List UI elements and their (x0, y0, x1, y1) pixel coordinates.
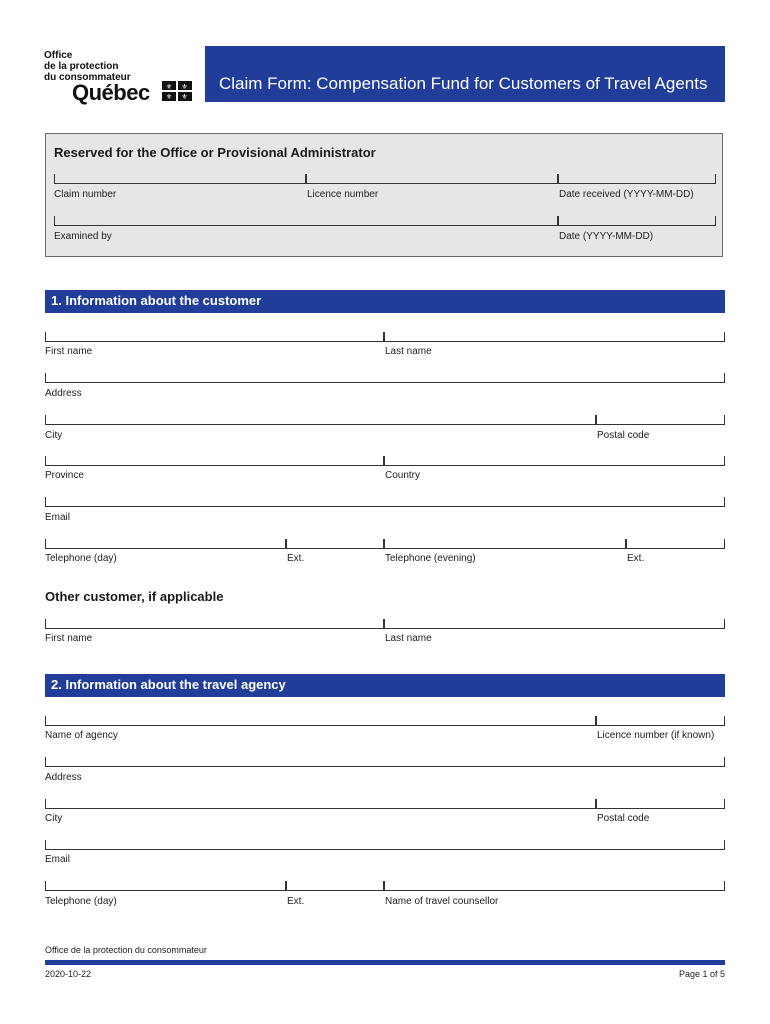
agency-tel-day-label: Telephone (day) (45, 896, 117, 907)
quebec-flag-icon (162, 81, 192, 101)
agency-city-label: City (45, 813, 63, 824)
counsellor-label: Name of travel counsellor (385, 896, 499, 907)
section-2-title: 2. Information about the travel agency (51, 677, 286, 692)
other-first-name-label: First name (45, 633, 93, 644)
other-last-name-field[interactable] (384, 619, 725, 629)
address-label: Address (45, 388, 82, 399)
email-label: Email (45, 512, 71, 523)
date-received-field[interactable] (558, 174, 716, 184)
page-number: Page 1 of 5 (678, 969, 725, 979)
section-2-bar (45, 674, 725, 697)
ext-1-label: Ext. (287, 553, 305, 564)
footer-date: 2020-10-22 (45, 969, 92, 979)
examined-by-field[interactable] (54, 216, 558, 226)
logo-line-3: du consommateur (44, 72, 131, 83)
agency-name-label: Name of agency (45, 730, 118, 741)
date-received-label: Date received (YYYY-MM-DD) (559, 189, 694, 200)
form-title-bar (205, 46, 725, 102)
agency-postal-code-label: Postal code (597, 813, 650, 824)
tel-evening-label: Telephone (evening) (385, 553, 476, 564)
claim-number-label: Claim number (54, 189, 117, 200)
section-1-title: 1. Information about the customer (51, 293, 262, 308)
counsellor-field[interactable] (384, 881, 725, 891)
footer-org: Office de la protection du consommateur (45, 945, 207, 955)
examined-by-label: Examined by (54, 231, 112, 242)
first-name-field[interactable] (45, 332, 384, 342)
agency-licence-field[interactable] (596, 716, 725, 726)
last-name-label: Last name (385, 346, 432, 357)
agency-email-field[interactable] (45, 840, 725, 850)
agency-ext-field[interactable] (286, 881, 384, 891)
country-label: Country (385, 470, 421, 481)
last-name-field[interactable] (384, 332, 725, 342)
agency-address-label: Address (45, 772, 82, 783)
form-title: Claim Form: Compensation Fund for Customers of Travel Agents (219, 74, 708, 93)
agency-address-field[interactable] (45, 757, 725, 767)
ext-2-label: Ext. (627, 553, 645, 564)
city-label: City (45, 430, 63, 441)
agency-licence-label: Licence number (if known) (597, 730, 715, 741)
country-field[interactable] (384, 456, 725, 466)
other-first-name-field[interactable] (45, 619, 384, 629)
email-field[interactable] (45, 497, 725, 507)
agency-name-field[interactable] (45, 716, 596, 726)
quebec-wordmark: Québec (72, 80, 150, 105)
tel-day-label: Telephone (day) (45, 553, 117, 564)
svg-text:⚜: ⚜ (165, 83, 173, 91)
ext-1-field[interactable] (286, 539, 384, 549)
agency-tel-day-field[interactable] (45, 881, 286, 891)
province-field[interactable] (45, 456, 384, 466)
reserved-heading: Reserved for the Office or Provisional Administrator (54, 145, 376, 160)
claim-number-field[interactable] (54, 174, 306, 184)
tel-day-field[interactable] (45, 539, 286, 549)
agency-city-field[interactable] (45, 799, 596, 809)
logo-line-1: Office (44, 50, 73, 61)
tel-evening-field[interactable] (384, 539, 626, 549)
agency-email-label: Email (45, 854, 71, 865)
office-logo-text (44, 50, 131, 83)
province-label: Province (45, 470, 84, 481)
other-last-name-label: Last name (385, 633, 432, 644)
svg-text:⚜: ⚜ (181, 93, 188, 101)
date-label: Date (YYYY-MM-DD) (559, 231, 654, 242)
licence-number-field[interactable] (306, 174, 558, 184)
section-1-bar (45, 290, 725, 313)
svg-text:⚜: ⚜ (181, 83, 188, 91)
first-name-label: First name (45, 346, 93, 357)
logo-line-2: de la protection (44, 61, 119, 72)
postal-code-field[interactable] (596, 415, 725, 425)
other-customer-heading: Other customer, if applicable (45, 589, 224, 604)
address-field[interactable] (45, 373, 725, 383)
licence-number-label: Licence number (307, 189, 379, 200)
ext-2-field[interactable] (626, 539, 725, 549)
postal-code-label: Postal code (597, 430, 650, 441)
footer-rule (45, 960, 725, 965)
agency-ext-label: Ext. (287, 896, 305, 907)
city-field[interactable] (45, 415, 596, 425)
svg-text:⚜: ⚜ (165, 93, 173, 101)
date-field[interactable] (558, 216, 716, 226)
agency-postal-code-field[interactable] (596, 799, 725, 809)
